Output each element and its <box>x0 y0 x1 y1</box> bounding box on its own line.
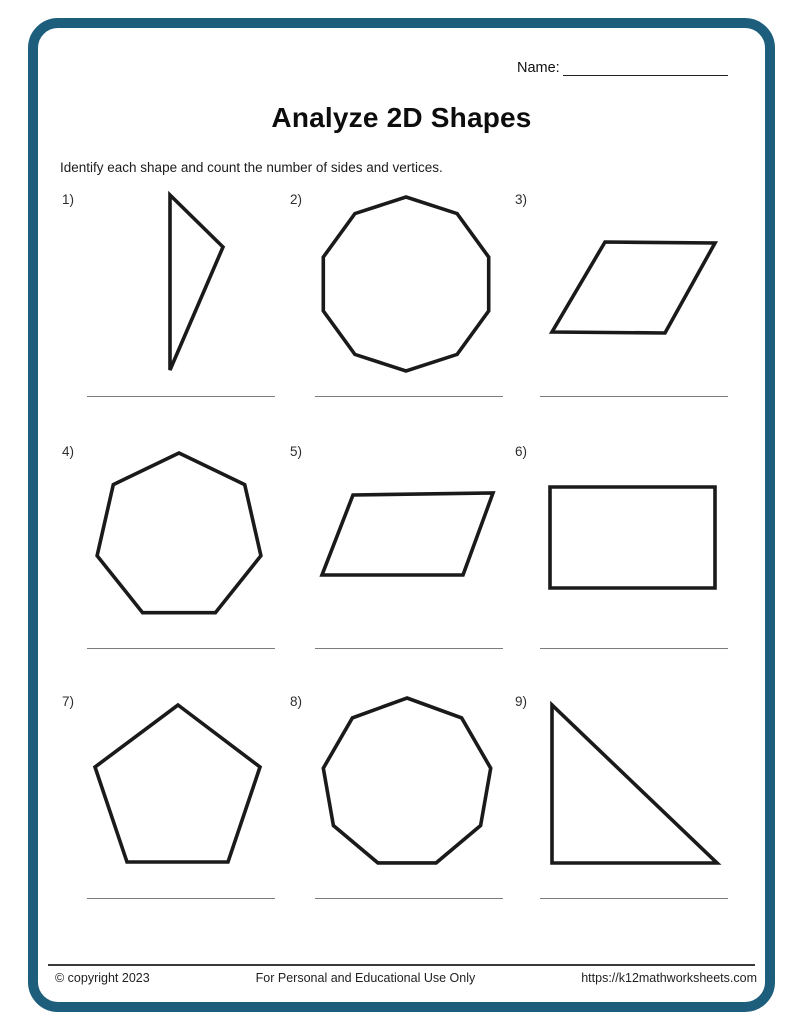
answer-line <box>540 898 728 899</box>
instruction-text: Identify each shape and count the number of sides and vertices. <box>60 160 443 175</box>
page-title: Analyze 2D Shapes <box>271 102 532 133</box>
problem-number: 4) <box>62 444 75 459</box>
footer-separator <box>48 964 755 966</box>
answer-line <box>540 648 728 649</box>
problem-cell <box>60 692 288 945</box>
answer-line <box>315 396 503 397</box>
name-label: Name: <box>517 60 560 76</box>
problem-number: 1) <box>62 192 75 207</box>
answer-line <box>315 648 503 649</box>
problem-cell <box>60 190 288 442</box>
problem-cell <box>288 190 513 442</box>
rectangle-shape <box>513 442 738 642</box>
scalene-triangle-shape <box>60 190 285 390</box>
problem-number: 2) <box>290 192 303 207</box>
name-blank-line <box>563 60 728 76</box>
problem-cell <box>513 442 740 692</box>
footer-copyright: © copyright 2023 <box>55 971 150 985</box>
heptagon-shape <box>60 442 285 642</box>
answer-line <box>87 648 275 649</box>
problem-cell <box>513 190 740 442</box>
parallelogram-shape <box>288 442 513 642</box>
problem-number: 8) <box>290 694 303 709</box>
answer-line <box>315 898 503 899</box>
problem-number: 3) <box>515 192 528 207</box>
problem-number: 5) <box>290 444 303 459</box>
parallelogram-shape <box>513 190 738 390</box>
answer-line <box>87 898 275 899</box>
problem-cell <box>513 692 740 945</box>
problem-number: 6) <box>515 444 528 459</box>
nonagon-shape <box>288 692 513 892</box>
answer-line <box>540 396 728 397</box>
answer-line <box>87 396 275 397</box>
right-triangle-shape <box>513 692 738 892</box>
problem-cell <box>288 442 513 692</box>
problem-number: 9) <box>515 694 528 709</box>
footer-usage: For Personal and Educational Use Only <box>255 971 476 985</box>
problem-cell <box>288 692 513 945</box>
problem-number: 7) <box>62 694 75 709</box>
footer-website: https://k12mathworksheets.com <box>581 971 757 985</box>
problems-grid <box>60 190 740 945</box>
problem-cell <box>60 442 288 692</box>
pentagon-shape <box>60 692 285 892</box>
footer <box>55 971 757 985</box>
decagon-shape <box>288 190 513 390</box>
